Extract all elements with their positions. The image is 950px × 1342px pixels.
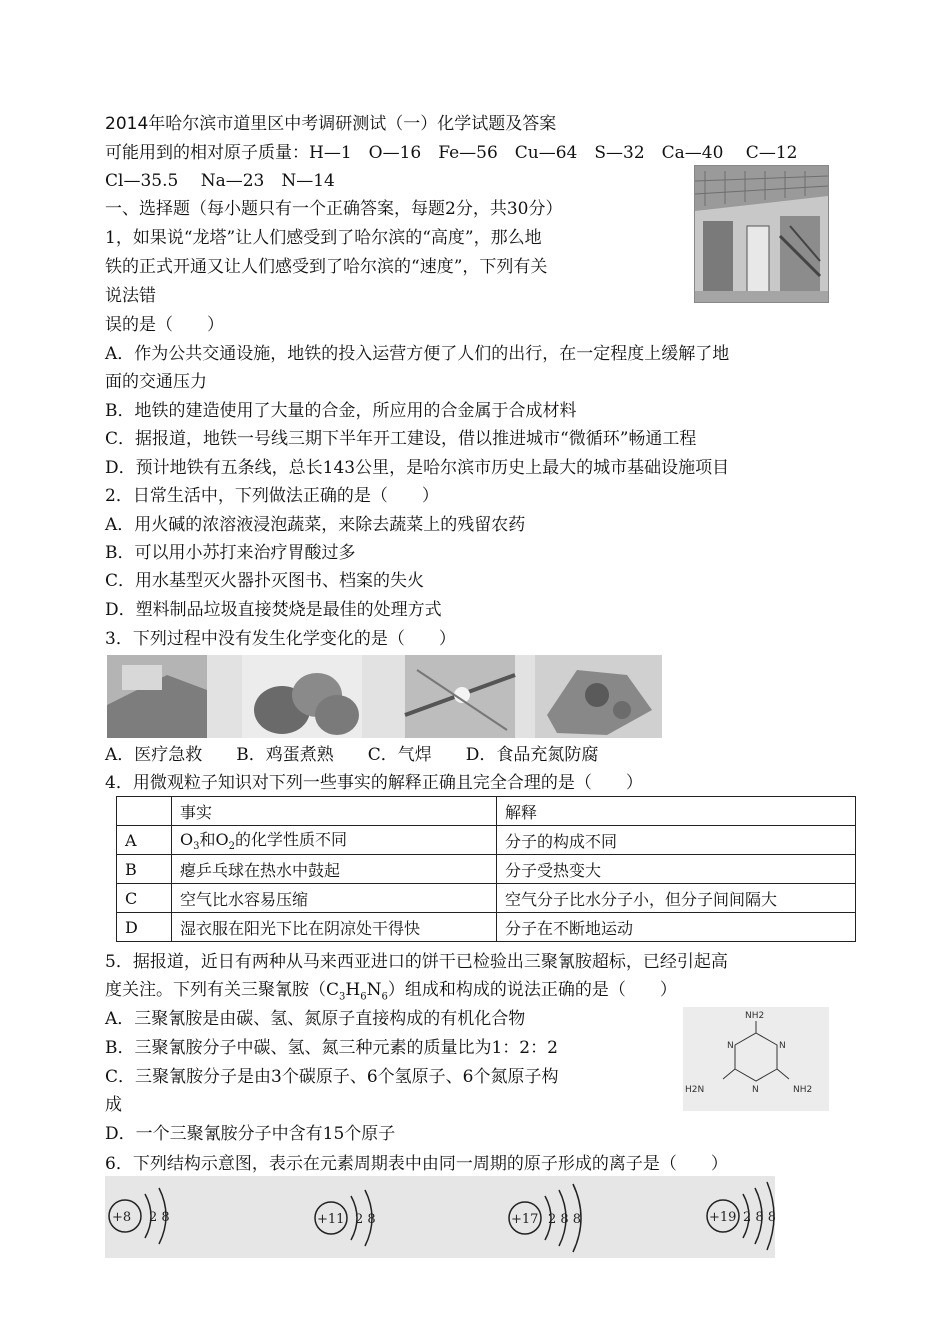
table-row [117,826,856,855]
q5-option-c-2: 成 [105,1095,122,1115]
row-fact: $O_3$和$O_2$的化学性质不同 [172,826,497,855]
q5-option-c-1: C．三聚氰胺分子是由3个碳原子、6个氢原子、6个氮原子构 [105,1067,559,1087]
ion-diagram-2 [315,1190,376,1246]
ion-diagram-3 [509,1184,581,1252]
q2-option-d: D．塑料制品垃圾直接焚烧是最佳的处理方式 [105,600,442,620]
facts-table [116,796,856,942]
q2-option-a: A．用火碱的浓溶液浸泡蔬菜，来除去蔬菜上的残留农药 [105,515,526,535]
svg-text:+11: +11 [317,1212,345,1227]
page-title: 2014年哈尔滨市道里区中考调研测试（一）化学试题及答案 [105,114,557,134]
svg-text:2 8 8: 2 8 8 [548,1212,582,1227]
table-row [117,855,856,884]
table-header-cell: 事实 [172,797,497,826]
q1-option-b: B．地铁的建造使用了大量的合金，所应用的合金属于合成材料 [105,401,577,421]
section-heading: 一、选择题（每小题只有一个正确答案，每题2分，共30分） [105,199,563,219]
table-header-cell [117,797,172,826]
amine-left: H2N [685,1085,705,1095]
svg-text:+8: +8 [112,1210,132,1225]
q2-option-b: B．可以用小苏打来治疗胃酸过多 [105,543,356,563]
q1-option-c: C．据报道，地铁一号线三期下半年开工建设，借以推进城市“微循环”畅通工程 [105,429,697,449]
svg-text:2 8 8: 2 8 8 [743,1210,775,1225]
q3-image-strip [107,655,662,738]
row-label: C [117,884,172,913]
row-explanation: 空气分子比水分子小，但分子间间隔大 [497,884,856,913]
row-explanation: 分子在不断地运动 [497,913,856,942]
row-fact: 空气比水容易压缩 [172,884,497,913]
q5-stem-2: 度关注。下列有关三聚氰胺$(C_3H_6N_6)$组成和构成的说法正确的是（ ） [105,980,677,1003]
q4-stem: 4．用微观粒子知识对下列一些事实的解释正确且完全合理的是（ ） [105,773,643,793]
table-row [117,884,856,913]
q1-stem-4: 误的是（ ） [105,315,224,335]
row-label: B [117,855,172,884]
row-fact: 湿衣服在阳光下比在阴凉处干得快 [172,913,497,942]
q1-option-a-2: 面的交通压力 [105,372,207,392]
q2-stem: 2．日常生活中，下列做法正确的是（ ） [105,486,439,506]
table-row [117,913,856,942]
amine-top: NH2 [745,1011,765,1021]
row-explanation: 分子的构成不同 [497,826,856,855]
atomic-masses-line-2: Cl—35.5 Na—23 N—14 [105,171,335,191]
q1-stem-2: 铁的正式开通又让人们感受到了哈尔滨的“速度”，下列有关 [105,257,548,277]
svg-text:+17: +17 [511,1212,539,1227]
q5-option-d: D．一个三聚氰胺分子中含有15个原子 [105,1124,396,1144]
ring-nitrogen: N [727,1041,734,1051]
q1-stem-3: 说法错 [105,286,156,306]
q6-stem: 6．下列结构示意图，表示在元素周期表中由同一周期的原子形成的离子是（ ） [105,1154,728,1174]
q5-option-b: B．三聚氰胺分子中碳、氢、氮三种元素的质量比为1：2：2 [105,1038,558,1058]
row-label: D [117,913,172,942]
atomic-masses-line-1: 可能用到的相对原子质量：H—1 O—16 Fe—56 Cu—64 S—32 Ca—40 C—12 [105,143,798,163]
q1-stem-1: 1，如果说“龙塔”让人们感受到了哈尔滨的“高度”，那么地 [105,228,542,248]
q2-option-c: C．用水基型灭火器扑灭图书、档案的失火 [105,571,425,591]
q5-option-a: A．三聚氰胺是由碳、氢、氮原子直接构成的有机化合物 [105,1009,526,1029]
ion-structure-diagrams [105,1176,775,1258]
ring-nitrogen: N [779,1041,786,1051]
amine-right: NH2 [793,1085,813,1095]
subway-photo [694,165,829,303]
q3-stem: 3．下列过程中没有发生化学变化的是（ ） [105,629,456,649]
svg-text:2 8: 2 8 [149,1210,170,1225]
table-header-cell: 解释 [497,797,856,826]
ring-nitrogen: N [752,1085,759,1095]
q1-option-d: D．预计地铁有五条线，总长143公里，是哈尔滨市历史上最大的城市基础设施项目 [105,458,730,478]
table-header-row [117,797,856,826]
q3-options: A．医疗急救 B．鸡蛋煮熟 C．气焊 D．食品充氮防腐 [105,745,599,765]
ion-diagram-1 [109,1188,170,1244]
ion-diagram-4 [707,1182,775,1250]
q5-stem-1: 5．据报道，近日有两种从马来西亚进口的饼干已检验出三聚氰胺超标，已经引起高 [105,952,728,972]
svg-text:+19: +19 [709,1210,737,1225]
svg-text:2 8: 2 8 [355,1212,376,1227]
melamine-structure [683,1007,829,1111]
row-label: A [117,826,172,855]
row-explanation: 分子受热变大 [497,855,856,884]
q1-option-a-1: A．作为公共交通设施，地铁的投入运营方便了人们的出行，在一定程度上缓解了地 [105,344,730,364]
row-fact: 瘪乒乓球在热水中鼓起 [172,855,497,884]
